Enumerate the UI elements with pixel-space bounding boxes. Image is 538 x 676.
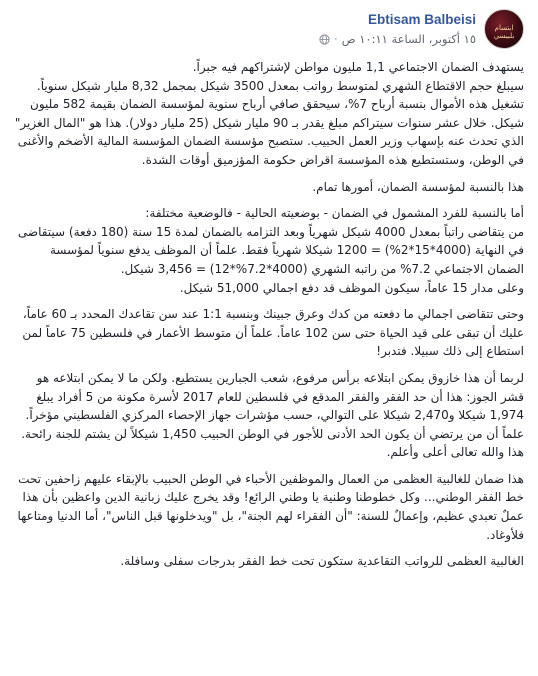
avatar-caption: ابتسام بلبيسي xyxy=(493,24,515,40)
meta-separator: · xyxy=(334,32,338,46)
post-paragraph: هذا ضمان للغالبية العظمى من العمال والموظفين الأحباء في الوطن الحبيب بالإبقاء عليهم زاحفين تحت خط الفقر الوطني... وكل خطوطنا وطنية يا وطني الرائع! وقد يخرج عليك زبانية الدين واعظين بأن هذا عملٌ تعبدي عظيم، وإعمالٌ للسنة: "أن الفقراء لهم الجنة"، بل "ويدخلونها قبل الناس"، أما الدنيا ومتاعها فلأوغاد. xyxy=(17,471,524,542)
post-meta xyxy=(319,32,476,46)
author-name[interactable]: Ebtisam Balbeisi xyxy=(367,12,476,27)
globe-icon[interactable] xyxy=(319,34,330,45)
post-paragraph: الغالبية العظمى للرواتب التقاعدية ستكون تحت خط الفقر بدرجات سفلى وسافلة. xyxy=(120,554,524,569)
post-paragraph: أما بالنسبة للفرد المشمول في الضمان - بوضعيته الحالية - فالوضعية مختلفة: من يتقاضى راتباً بمعدل 4000 شيكل شهرياً وبعد التزامه بالضمان لمدة 15 سنة (180 دفعة) سيتقاضى في النهاية (4000*15*2%) = 1200 شيكلا شهرياً فقط. علماً أن الموظف يدفع سنوياً لمؤسسة الضمان الاجتماعي 7.2% من راتبه الشهري (4000*7.2%*12) = 3,456 شيكل. وعلى مدار 15 عاماً، سيكون الموظف قد دفع اجمالي 51,000 شيكل. xyxy=(17,206,524,295)
post-header xyxy=(0,6,538,54)
post-body xyxy=(14,58,524,579)
author-avatar[interactable] xyxy=(484,9,524,49)
post-paragraph: يستهدف الضمان الاجتماعي 1,1 مليون مواطن لإشتراكهم فيه جبراً. سيبلغ حجم الاقتطاع الشهري لمتوسط رواتب بمعدل 3500 شيكل بمجمل 8,32 مليار شيكل سنوياً. تشغيل هذه الأموال بنسبة أرباح 7%، سيحقق صافي أرباح سنوية لمؤسسة الضمان بقيمة 582 مليون شيكل. خلال عشر سنوات سيتراكم مبلغ يقدر بـ 90 مليار شيكل (25 مليار دولار). هذا هو "المال الغزير" الذي تحدث عنه بإسهاب وزير العمل الحبيب. ستصبح مؤسسة الضمان المؤسسة المالية الأضخم والأغنى في الوطن، وستستطيع هذه المؤسسة اقراض حكومة المؤزميق أوقات الشدة. xyxy=(14,60,524,167)
post-paragraph: وحتى تتقاضى اجمالي ما دفعته من كدك وعرق جبينك وبنسبة 1:1 عند سن تقاعدك المحدد بـ 60 عاماً، عليك أن تبقى على قيد الحياة حتى سن 102 عاماً. علماً أن متوسط الأعمار في فلسطين 75 عاماً لمن استطاع إلى ذلك سبيلا. فتدبر! xyxy=(22,307,524,359)
post-timestamp[interactable]: ١٥ أكتوبر، الساعة ١٠:١١ ص xyxy=(341,32,476,46)
post-paragraph: لربما أن هذا خازوق يمكن ابتلاعه برأس مرفوع، شعب الجبارين يستطيع. ولكن ما لا يمكن ابتلاعه هو قشر الجوز: هذا أن حد الفقر والفقر المدقع في فلسطين للعام 2017 لأسرة مكونة من 5 أفراد يبلغ 1,974 شيكلا و2,470 شيكلا على التوالي، حسب مؤشرات جهاز الإحصاء المركزي الفلسطيني مؤخراً. علماً أن من يرتضي أن يكون الحد الأدنى للأجور في الوطن الحبيب 1,450 شيكلاً لن يشتم للجنة رائحة. هذا والله تعالى أعلى وأعلم. xyxy=(21,370,524,460)
post-paragraph: هذا بالنسبة لمؤسسة الضمان، أمورها تمام. xyxy=(312,179,524,194)
